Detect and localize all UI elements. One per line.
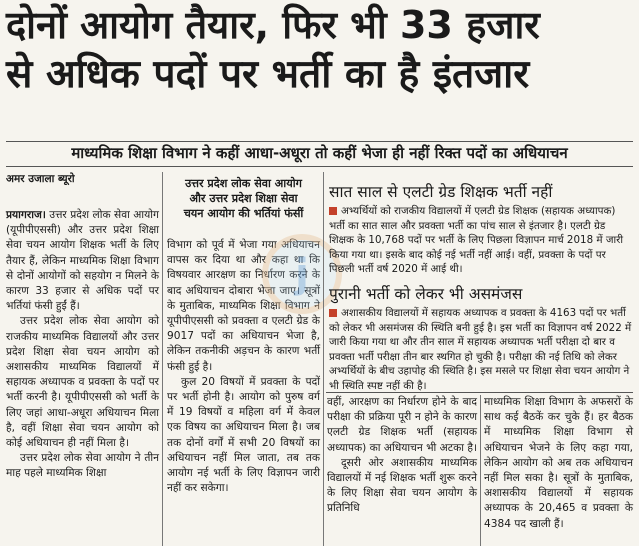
col3-paragraph-2: दूसरी ओर अशासकीय माध्यमिक विद्यालयों में नई शिक्षक भर्ती शुरू करने के लिए शिक्षा सेवा चयन आयोग के प्रतिनिधि <box>327 456 477 515</box>
rule-bottom <box>6 166 633 167</box>
column-1 <box>6 208 159 482</box>
right-top-title: सात साल से एलटी ग्रेड शिक्षक भर्ती नहीं <box>329 183 553 201</box>
right-mid-title: पुरानी भर्ती को लेकर भी असमंजस <box>329 285 523 303</box>
divider-3 <box>480 395 481 546</box>
col2-paragraph-1: विभाग को पूर्व में भेजा गया अधियाचन वापस कर दिया था और कहा था कि विषयवार आरक्षण का निर्धारण करने के बाद अधियाचन दोबारा भेजा जाए। सूत्रों के मुताबिक, माध्यमिक शिक्षा विभाग ने यूपीपीएससी को प्रवक्ता व एलटी ग्रेड के 9017 पदों का अधियाचन भेजा है, लेकिन तकनीकी अड़चन के कारण भर्ती फंसी हुई है। <box>167 239 320 373</box>
column-3 <box>327 395 477 517</box>
headline-line-1: दोनों आयोग तैयार, फिर भी 33 हजार <box>6 3 540 47</box>
bullet-square-icon <box>329 309 337 317</box>
col1-paragraph-2: उत्तर प्रदेश लोक सेवा आयोग को राजकीय माध्यमिक विद्यालयों और उत्तर प्रदेश शिक्षा सेवा चयन आयोग को अशासकीय माध्यमिक विद्यालयों में सहायक अध्यापक व प्रवक्ता के पदों पर भर्ती करनी है। यूपीपीएससी को भर्ती के लिए जहां आधा-अधूरा अधियाचन मिला है, वहीं शिक्षा सेवा चयन आयोग को कोई अधियाचन ही नहीं मिला है। <box>6 315 159 450</box>
divider-1 <box>162 172 163 546</box>
bullet-square-icon <box>329 207 337 215</box>
col1-paragraph-1 <box>6 208 159 314</box>
box-heading <box>167 176 320 221</box>
dateline: प्रयागराज। <box>6 209 46 221</box>
col1-paragraph-3: उत्तर प्रदेश लोक सेवा आयोग ने तीन माह पहले माध्यमिक शिक्षा <box>6 452 159 480</box>
box-heading-line-1: उत्तर प्रदेश लोक सेवा आयोग <box>185 177 302 190</box>
divider-2 <box>323 172 324 546</box>
col4-paragraph-1: माध्यमिक शिक्षा विभाग के अफसरों के साथ कई बैठकें कर चुके हैं। हर बैठक में माध्यमिक शिक्षा विभाग से अधियाचन भेजने के लिए कहा गया, लेकिन आयोग को अब तक अधियाचन नहीं मिल सका है। सूत्रों के मुताबिक, अशासकीय विद्यालयों में सहायक अध्यापक के 20,465 व प्रवक्ता के 4384 पद खाली हैं। <box>484 396 633 530</box>
col3-paragraph-1: वहीं, आरक्षण का निर्धारण होने के बाद परीक्षा की प्रक्रिया पूरी न होने के कारण एलटी ग्रेड शिक्षक भर्ती (सहायक अध्यापक) का अधियाचन भी अटका है। <box>327 396 477 454</box>
box-heading-line-2: और उत्तर प्रदेश शिक्षा सेवा <box>189 192 298 205</box>
right-mid-text: अशासकीय विद्यालयों में सहायक अध्यापक व प्रवक्ता के 4163 पदों पर भर्ती को लेकर भी असमंजस की स्थिति बनी हुई है। इस भर्ती का विज्ञापन वर्ष 2022 में जारी किया गया था और तीन साल में सहायक अध्यापक भर्ती परीक्षा दो बार व प्रवक्ता भर्ती परीक्षा तीन बार स्थगित हो चुकी है। परीक्षा की नई तिथि को लेकर अभ्यर्थियों के बीच उहापोह की स्थिति है। इस मसले पर शिक्षा सेवा चयन आयोग ने भी स्थिति स्पष्ट नहीं की है। <box>329 307 632 392</box>
rule-top <box>6 141 633 142</box>
rule-right <box>326 392 633 393</box>
column-4 <box>484 395 633 532</box>
watermark-logo: j <box>262 234 342 314</box>
subheadline: माध्यमिक शिक्षा विभाग ने कहीं आधा-अधूरा तो कहीं भेजा ही नहीं रिक्त पदों का अधियाचन <box>71 144 568 162</box>
headline-line-2: से अधिक पदों पर भर्ती का है इंतजार <box>6 52 530 97</box>
col2-paragraph-2: कुल 20 विषयों में प्रवक्ता के पदों पर भर्ती होनी है। आयोग को पुरुष वर्ग में 19 विषयों व महिला वर्ग में केवल एक विषय का अधियाचन मिला है। जब तक दोनों वर्गों में सभी 20 विषयों का अधियाचन नहीं मिल जाता, तब तक आयोग नई भर्ती के लिए विज्ञापन जारी नहीं कर सकेगा। <box>167 375 320 495</box>
col1-p1-text: उत्तर प्रदेश लोक सेवा आयोग (यूपीपीएससी) और उत्तर प्रदेश शिक्षा सेवा चयन आयोग शिक्षक भर्ती के लिए तैयार हैं, लेकिन माध्यमिक शिक्षा विभाग से दोनों आयोगों को सहयोग न मिलने के कारण 33 हजार से अधिक पदों पर भर्तियां फंसी हुईं हैं। <box>6 209 159 313</box>
box-heading-line-3: चयन आयोग की भर्तियां फंसीं <box>183 207 304 220</box>
right-mid-text-block <box>329 306 633 394</box>
byline: अमर उजाला ब्यूरो <box>6 173 75 185</box>
right-top-text-block <box>329 204 633 277</box>
right-top-text: अभ्यर्थियों को राजकीय विद्यालयों में एलटी ग्रेड शिक्षक (सहायक अध्यापक) भर्ती का सात साल और प्रवक्ता भर्ती का पांच साल से इंतजार है। एलटी ग्रेड शिक्षक के 10,768 पदों पर भर्ती के लिए पिछला विज्ञापन मार्च 2018 में जारी किया गया था। इसके बाद कोई नई भर्ती नहीं आई। वहीं, प्रवक्ता के पदों पर पिछली भर्ती वर्ष 2020 में आई थी। <box>329 205 624 276</box>
